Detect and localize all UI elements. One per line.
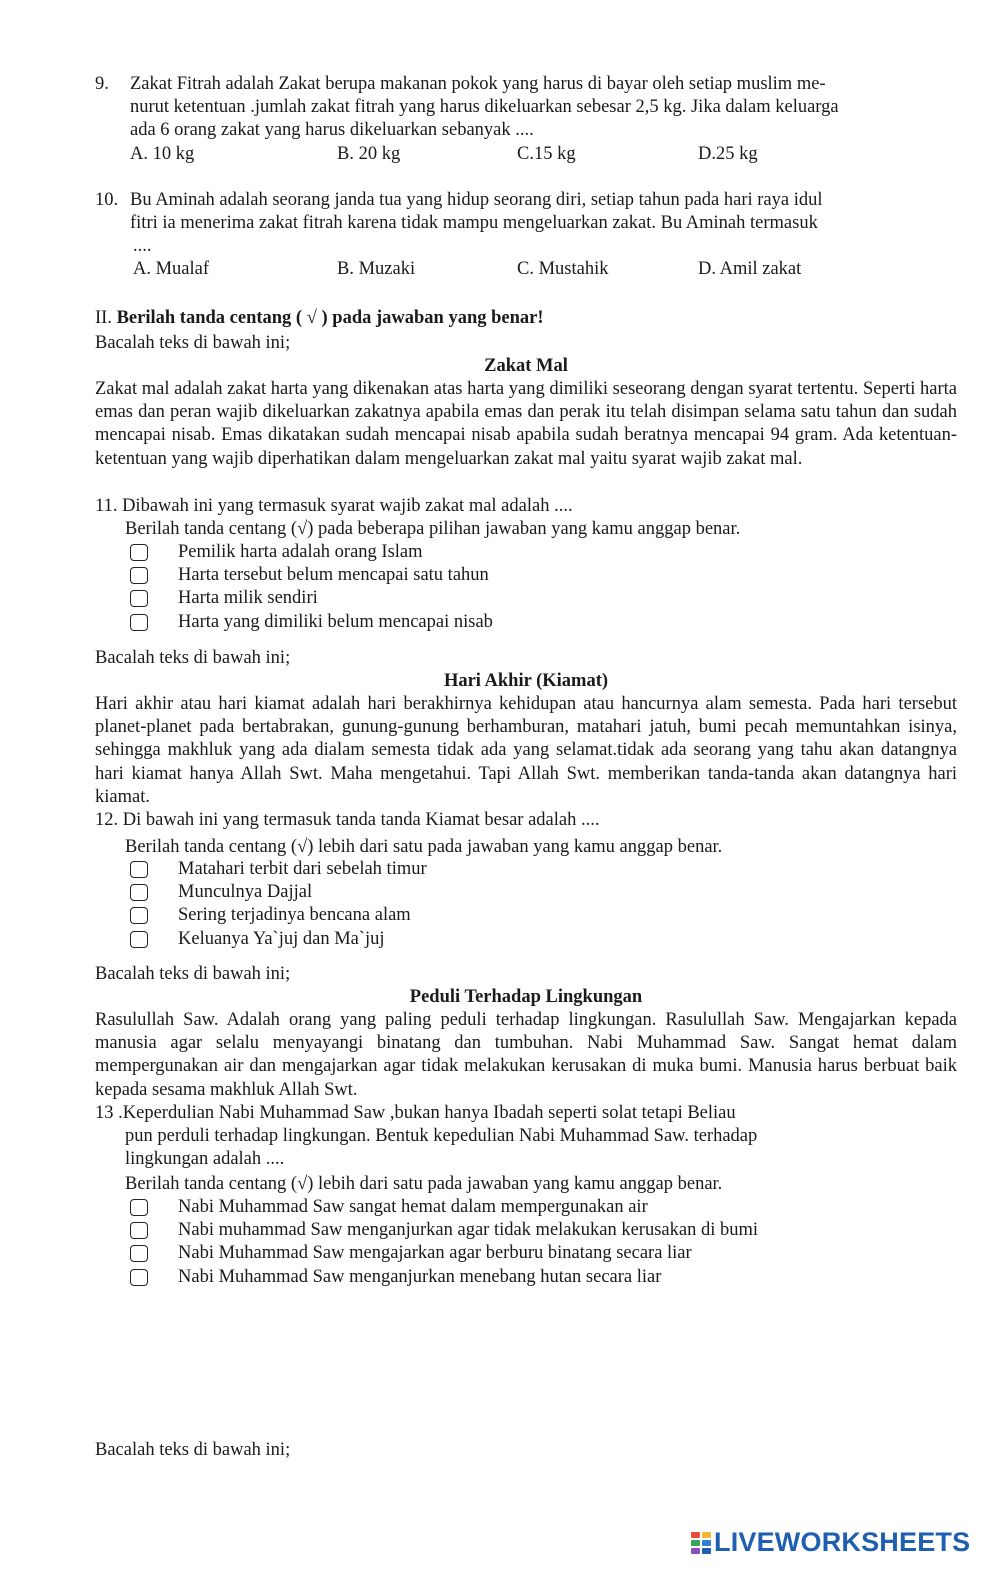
q11-checkbox-2[interactable]: [130, 567, 148, 584]
q13-checkbox-3[interactable]: [130, 1245, 148, 1262]
q11-choice-1: Pemilik harta adalah orang Islam: [178, 542, 423, 562]
q12-choice-1: Matahari terbit dari sebelah timur: [178, 859, 427, 879]
q10-option-b[interactable]: B. Muzaki: [337, 259, 416, 279]
q10-option-c[interactable]: C. Mustahik: [517, 259, 609, 279]
q13-checkbox-2[interactable]: [130, 1222, 148, 1239]
q9-line-1: Zakat Fitrah adalah Zakat berupa makanan pokok yang harus di bayar oleh setiap muslim me-: [130, 74, 826, 94]
q12-checkbox-3[interactable]: [130, 907, 148, 924]
q11-instruction: Berilah tanda centang (√) pada beberapa pilihan jawaban yang kamu anggap benar.: [125, 519, 741, 539]
liveworksheets-icon: [690, 1529, 712, 1557]
passage-1-title: Zakat Mal: [484, 356, 568, 376]
section-2-heading: [95, 307, 544, 330]
section-2-numeral: II.: [95, 308, 112, 328]
q12-choice-2: Munculnya Dajjal: [178, 882, 313, 902]
passage-3-body: Rasulullah Saw. Adalah orang yang paling peduli terhadap lingkungan. Rasulullah Saw. Mengajarkan kepada manusia agar selalu menyayangi binatang dan tumbuhan. Nabi Muhammad Saw. Sangat hemat dalam mempergunakan air dan mengajarkan agar tidak melakukan kerusakan di muka bumi. Manusia harus berbuat baik kepada sesama makhluk Allah Swt.: [95, 1010, 957, 1100]
q13-choice-3: Nabi Muhammad Saw mengajarkan agar berburu binatang secara liar: [178, 1243, 692, 1263]
q13-checkbox-4[interactable]: [130, 1269, 148, 1286]
q12-choice-4: Keluanya Ya`juj dan Ma`juj: [178, 929, 385, 949]
q11-checkbox-1[interactable]: [130, 544, 148, 561]
q9-line-3: ada 6 orang zakat yang harus dikeluarkan sebanyak ....: [130, 120, 534, 140]
passage-3-intro: Bacalah teks di bawah ini;: [95, 964, 291, 984]
q12-instruction: Berilah tanda centang (√) lebih dari satu pada jawaban yang kamu anggap benar.: [125, 837, 723, 857]
q10-option-a[interactable]: A. Mualaf: [133, 259, 210, 279]
q13-checkbox-1[interactable]: [130, 1199, 148, 1216]
q9-number: 9.: [95, 74, 109, 94]
q13-choice-4: Nabi Muhammad Saw menganjurkan menebang hutan secara liar: [178, 1267, 662, 1287]
q12-checkbox-2[interactable]: [130, 884, 148, 901]
q9-option-a[interactable]: A. 10 kg: [130, 144, 195, 164]
q12-checkbox-1[interactable]: [130, 861, 148, 878]
q10-line-3: ....: [133, 236, 152, 256]
passage-1-body: Zakat mal adalah zakat harta yang dikenakan atas harta yang dimiliki seseorang dengan syarat tertentu. Seperti harta emas dan peran wajib dikeluarkan zakatnya apabila emas dan perak itu telah disimpan selama satu tahun dan sudah mencapai nisab. Emas dikatakan sudah mencapai nisab apabila sudah beratnya mencapai 94 gram. Ada ketentuan-ketentuan yang wajib diperhatikan dalam mengeluarkan zakat mal yaitu syarat wajib zakat mal.: [95, 379, 957, 469]
passage-3-title: Peduli Terhadap Lingkungan: [409, 987, 643, 1007]
q13-instruction: Berilah tanda centang (√) lebih dari satu pada jawaban yang kamu anggap benar.: [125, 1174, 723, 1194]
q10-number: 10.: [95, 190, 119, 210]
q12-choice-3: Sering terjadinya bencana alam: [178, 905, 411, 925]
liveworksheets-logo[interactable]: [690, 1527, 970, 1559]
q13-line-1: 13 .Keperdulian Nabi Muhammad Saw ,bukan hanya Ibadah seperti solat tetapi Beliau: [95, 1103, 736, 1123]
passage-2-intro: Bacalah teks di bawah ini;: [95, 648, 291, 668]
q10-line-1: Bu Aminah adalah seorang janda tua yang hidup seorang diri, setiap tahun pada hari raya idul: [130, 190, 823, 210]
q13-line-2: pun perduli terhadap lingkungan. Bentuk kepedulian Nabi Muhammad Saw. terhadap: [125, 1126, 758, 1146]
footer-intro: Bacalah teks di bawah ini;: [95, 1440, 291, 1460]
q10-option-d[interactable]: D. Amil zakat: [698, 259, 802, 279]
q10-line-2: fitri ia menerima zakat fitrah karena tidak mampu mengeluarkan zakat. Bu Aminah termasuk: [130, 213, 818, 233]
q12-checkbox-4[interactable]: [130, 931, 148, 948]
q13-choice-1: Nabi Muhammad Saw sangat hemat dalam mempergunakan air: [178, 1197, 648, 1217]
passage-1-intro: Bacalah teks di bawah ini;: [95, 333, 291, 353]
q11-question: 11. Dibawah ini yang termasuk syarat wajib zakat mal adalah ....: [95, 496, 573, 516]
q11-checkbox-3[interactable]: [130, 590, 148, 607]
passage-2-body: Hari akhir atau hari kiamat adalah hari berakhirnya kehidupan atau hancurnya alam semesta. Pada hari tersebut planet-planet pada bertabrakan, gunung-gunung berhamburan, matahari jatuh, bumi pecah memuntahkan isinya, sehingga makhluk yang ada dialam semesta tidak ada yang selamat.tidak ada seorang yang tahu akan datangnya hari kiamat hanya Allah Swt. Maha mengetahui. Tapi Allah Swt. memberikan tanda-tanda akan datangnya hari kiamat.: [95, 694, 957, 807]
liveworksheets-brand-name: LIVEWORKSHEETS: [714, 1527, 971, 1558]
q9-line-2: nurut ketentuan .jumlah zakat fitrah yang harus dikeluarkan sebesar 2,5 kg. Jika dalam keluarga: [130, 97, 839, 117]
q11-choice-4: Harta yang dimiliki belum mencapai nisab: [178, 612, 493, 632]
q11-checkbox-4[interactable]: [130, 614, 148, 631]
section-2-instruction: Berilah tanda centang ( √ ) pada jawaban yang benar!: [116, 308, 544, 328]
q11-choice-2: Harta tersebut belum mencapai satu tahun: [178, 565, 489, 585]
q12-question: 12. Di bawah ini yang termasuk tanda tanda Kiamat besar adalah ....: [95, 810, 600, 830]
q9-option-b[interactable]: B. 20 kg: [337, 144, 401, 164]
q11-choice-3: Harta milik sendiri: [178, 588, 318, 608]
q13-choice-2: Nabi muhammad Saw menganjurkan agar tidak melakukan kerusakan di bumi: [178, 1220, 759, 1240]
passage-2-title: Hari Akhir (Kiamat): [443, 671, 609, 691]
q9-option-d[interactable]: D.25 kg: [698, 144, 758, 164]
q9-option-c[interactable]: C.15 kg: [517, 144, 576, 164]
q13-line-3: lingkungan adalah ....: [125, 1149, 285, 1169]
